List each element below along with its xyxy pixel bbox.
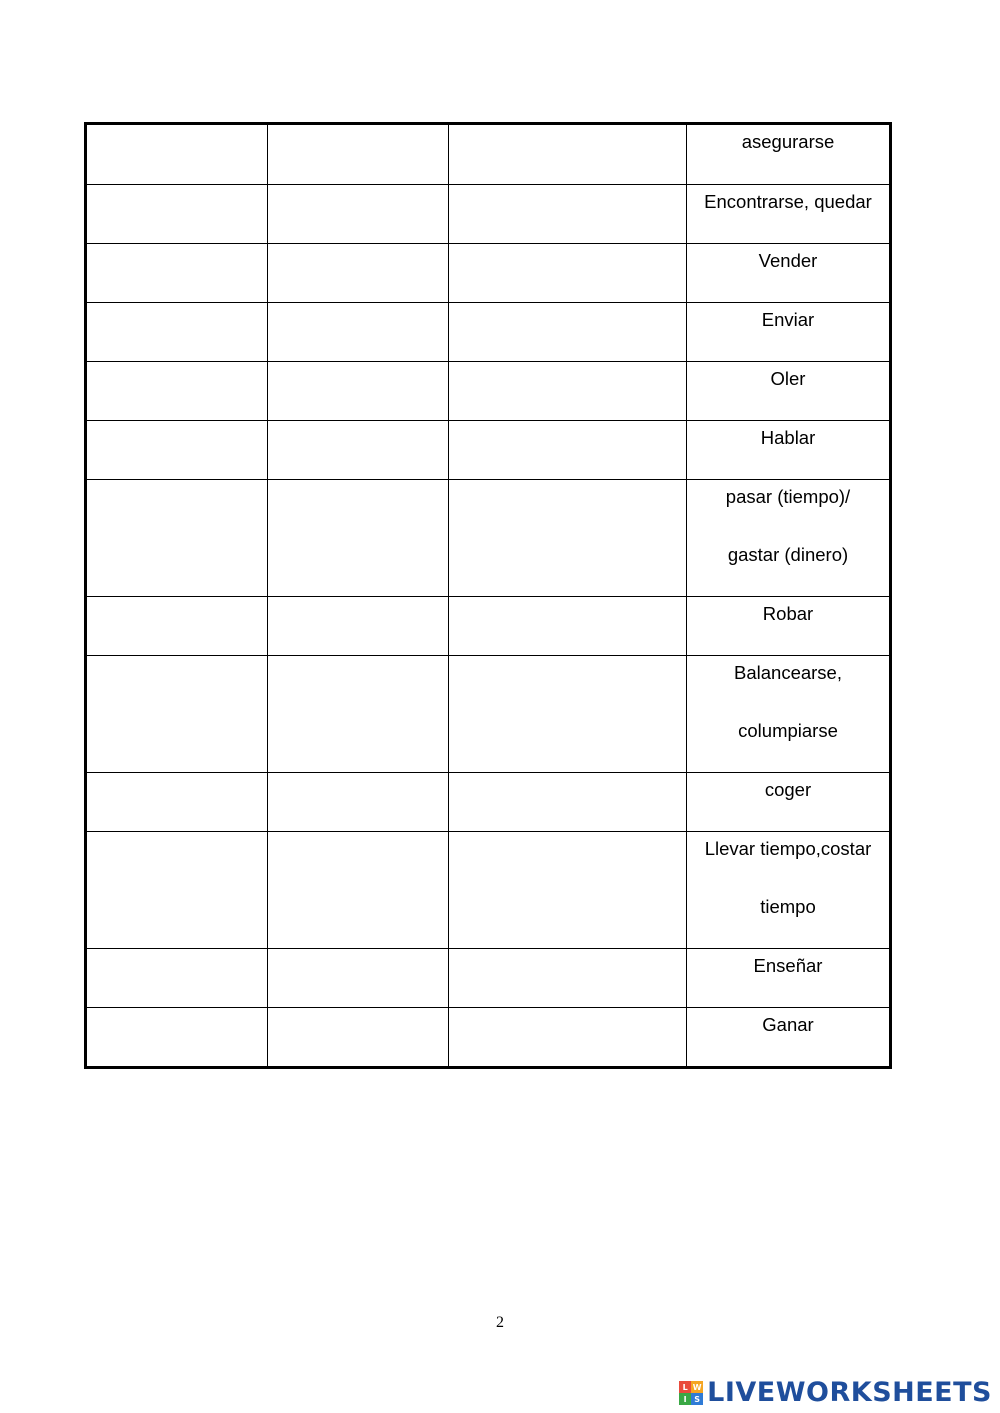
answer-input[interactable] bbox=[268, 949, 448, 1007]
table-row bbox=[86, 124, 891, 185]
answer-input[interactable] bbox=[87, 303, 267, 361]
spanish-verb-cell bbox=[687, 597, 891, 656]
answer-cell[interactable] bbox=[86, 185, 268, 244]
answer-cell[interactable] bbox=[449, 124, 687, 185]
answer-cell[interactable] bbox=[268, 949, 449, 1008]
spanish-verb-cell bbox=[687, 421, 891, 480]
answer-input[interactable] bbox=[268, 773, 448, 831]
answer-cell[interactable] bbox=[449, 1008, 687, 1068]
answer-cell[interactable] bbox=[86, 421, 268, 480]
answer-cell[interactable] bbox=[86, 832, 268, 949]
answer-input[interactable] bbox=[449, 244, 686, 302]
spanish-verb-text: Balancearse, bbox=[734, 662, 842, 683]
answer-cell[interactable] bbox=[268, 303, 449, 362]
spanish-verb-text: Llevar tiempo,costar bbox=[704, 838, 872, 859]
answer-cell[interactable] bbox=[449, 832, 687, 949]
answer-input[interactable] bbox=[268, 656, 448, 772]
answer-input[interactable] bbox=[268, 185, 448, 243]
spanish-verb-cell bbox=[687, 362, 891, 421]
answer-input[interactable] bbox=[449, 832, 686, 948]
answer-input[interactable] bbox=[87, 832, 267, 948]
table-row bbox=[86, 185, 891, 244]
answer-cell[interactable] bbox=[86, 303, 268, 362]
spanish-verb-text: Vender bbox=[758, 250, 818, 271]
spanish-verb-text: asegurarse bbox=[741, 131, 835, 152]
answer-cell[interactable] bbox=[86, 362, 268, 421]
table-row bbox=[86, 480, 891, 597]
answer-input[interactable] bbox=[87, 773, 267, 831]
answer-cell[interactable] bbox=[86, 656, 268, 773]
spanish-verb-cell bbox=[687, 773, 891, 832]
answer-cell[interactable] bbox=[86, 480, 268, 597]
page-number: 2 bbox=[496, 1314, 504, 1331]
answer-cell[interactable] bbox=[449, 656, 687, 773]
answer-cell[interactable] bbox=[268, 832, 449, 949]
answer-input[interactable] bbox=[87, 480, 267, 596]
answer-input[interactable] bbox=[87, 597, 267, 655]
liveworksheets-brand[interactable] bbox=[679, 1378, 992, 1408]
answer-cell[interactable] bbox=[268, 480, 449, 597]
spanish-verb-cell bbox=[687, 1008, 891, 1068]
answer-cell[interactable] bbox=[449, 362, 687, 421]
answer-input[interactable] bbox=[87, 362, 267, 420]
answer-input[interactable] bbox=[87, 421, 267, 479]
worksheet-table bbox=[84, 122, 892, 1069]
answer-cell[interactable] bbox=[268, 244, 449, 303]
liveworksheets-logo-icon bbox=[679, 1381, 703, 1405]
answer-input[interactable] bbox=[87, 244, 267, 302]
spanish-verb-text: pasar (tiempo)/ bbox=[725, 486, 851, 507]
spanish-verb-cell bbox=[687, 656, 891, 773]
table-row bbox=[86, 362, 891, 421]
spanish-verb-text: Hablar bbox=[760, 427, 816, 448]
spanish-verb-text: Oler bbox=[770, 368, 806, 389]
spanish-verb-text: Robar bbox=[762, 603, 814, 624]
spanish-verb-text: columpiarse bbox=[738, 720, 838, 741]
answer-input[interactable] bbox=[87, 656, 267, 772]
spanish-verb-text: tiempo bbox=[760, 896, 816, 917]
answer-input[interactable] bbox=[449, 949, 686, 1007]
answer-cell[interactable] bbox=[449, 421, 687, 480]
answer-input[interactable] bbox=[268, 832, 448, 948]
answer-cell[interactable] bbox=[268, 185, 449, 244]
answer-input[interactable] bbox=[268, 244, 448, 302]
spanish-verb-text: Encontrarse, quedar bbox=[704, 191, 872, 212]
answer-cell[interactable] bbox=[86, 949, 268, 1008]
answer-cell[interactable] bbox=[86, 773, 268, 832]
table-row bbox=[86, 656, 891, 773]
spanish-verb-cell bbox=[687, 832, 891, 949]
table-row bbox=[86, 773, 891, 832]
logo-letter: S bbox=[691, 1393, 703, 1405]
answer-cell[interactable] bbox=[449, 185, 687, 244]
answer-input[interactable] bbox=[268, 125, 448, 184]
answer-input[interactable] bbox=[449, 125, 686, 184]
spanish-verb-text: Ganar bbox=[762, 1014, 814, 1035]
answer-input[interactable] bbox=[449, 656, 686, 772]
table-row bbox=[86, 1008, 891, 1068]
answer-cell[interactable] bbox=[449, 244, 687, 303]
answer-input[interactable] bbox=[449, 597, 686, 655]
answer-input[interactable] bbox=[87, 949, 267, 1007]
answer-cell[interactable] bbox=[86, 1008, 268, 1068]
spanish-verb-text: gastar (dinero) bbox=[727, 544, 849, 565]
brand-name: LIVEWORKSHEETS bbox=[707, 1377, 992, 1408]
answer-input[interactable] bbox=[449, 480, 686, 596]
answer-input[interactable] bbox=[87, 1008, 267, 1066]
spanish-verb-cell bbox=[687, 185, 891, 244]
spanish-verb-cell bbox=[687, 124, 891, 185]
answer-input[interactable] bbox=[449, 303, 686, 361]
answer-cell[interactable] bbox=[268, 656, 449, 773]
table-row bbox=[86, 949, 891, 1008]
table-row bbox=[86, 303, 891, 362]
logo-letter: L bbox=[679, 1381, 691, 1393]
answer-cell[interactable] bbox=[449, 480, 687, 597]
answer-input[interactable] bbox=[268, 362, 448, 420]
answer-cell[interactable] bbox=[268, 124, 449, 185]
answer-cell[interactable] bbox=[449, 773, 687, 832]
table-row bbox=[86, 832, 891, 949]
answer-input[interactable] bbox=[449, 421, 686, 479]
answer-cell[interactable] bbox=[449, 949, 687, 1008]
spanish-verb-text: Enviar bbox=[761, 309, 815, 330]
answer-input[interactable] bbox=[268, 1008, 448, 1066]
answer-input[interactable] bbox=[87, 125, 267, 184]
spanish-verb-text: Enseñar bbox=[753, 955, 823, 976]
answer-input[interactable] bbox=[449, 185, 686, 243]
spanish-verb-cell bbox=[687, 244, 891, 303]
spanish-verb-cell bbox=[687, 480, 891, 597]
answer-cell[interactable] bbox=[268, 1008, 449, 1068]
spanish-verb-cell bbox=[687, 949, 891, 1008]
answer-input[interactable] bbox=[268, 421, 448, 479]
table-row bbox=[86, 244, 891, 303]
answer-cell[interactable] bbox=[268, 362, 449, 421]
answer-input[interactable] bbox=[268, 597, 448, 655]
answer-cell[interactable] bbox=[86, 597, 268, 656]
answer-input[interactable] bbox=[87, 185, 267, 243]
logo-letter: I bbox=[679, 1393, 691, 1405]
answer-cell[interactable] bbox=[449, 597, 687, 656]
answer-cell[interactable] bbox=[86, 124, 268, 185]
answer-input[interactable] bbox=[449, 362, 686, 420]
spanish-verb-text: coger bbox=[764, 779, 812, 800]
answer-cell[interactable] bbox=[268, 421, 449, 480]
answer-cell[interactable] bbox=[268, 597, 449, 656]
answer-input[interactable] bbox=[449, 1008, 686, 1066]
table-row bbox=[86, 597, 891, 656]
table-row bbox=[86, 421, 891, 480]
spanish-verb-cell bbox=[687, 303, 891, 362]
answer-input[interactable] bbox=[268, 480, 448, 596]
logo-letter: W bbox=[692, 1382, 702, 1392]
worksheet-table-body bbox=[86, 124, 891, 1068]
answer-cell[interactable] bbox=[86, 244, 268, 303]
answer-cell[interactable] bbox=[268, 773, 449, 832]
answer-input[interactable] bbox=[449, 773, 686, 831]
answer-input[interactable] bbox=[268, 303, 448, 361]
answer-cell[interactable] bbox=[449, 303, 687, 362]
